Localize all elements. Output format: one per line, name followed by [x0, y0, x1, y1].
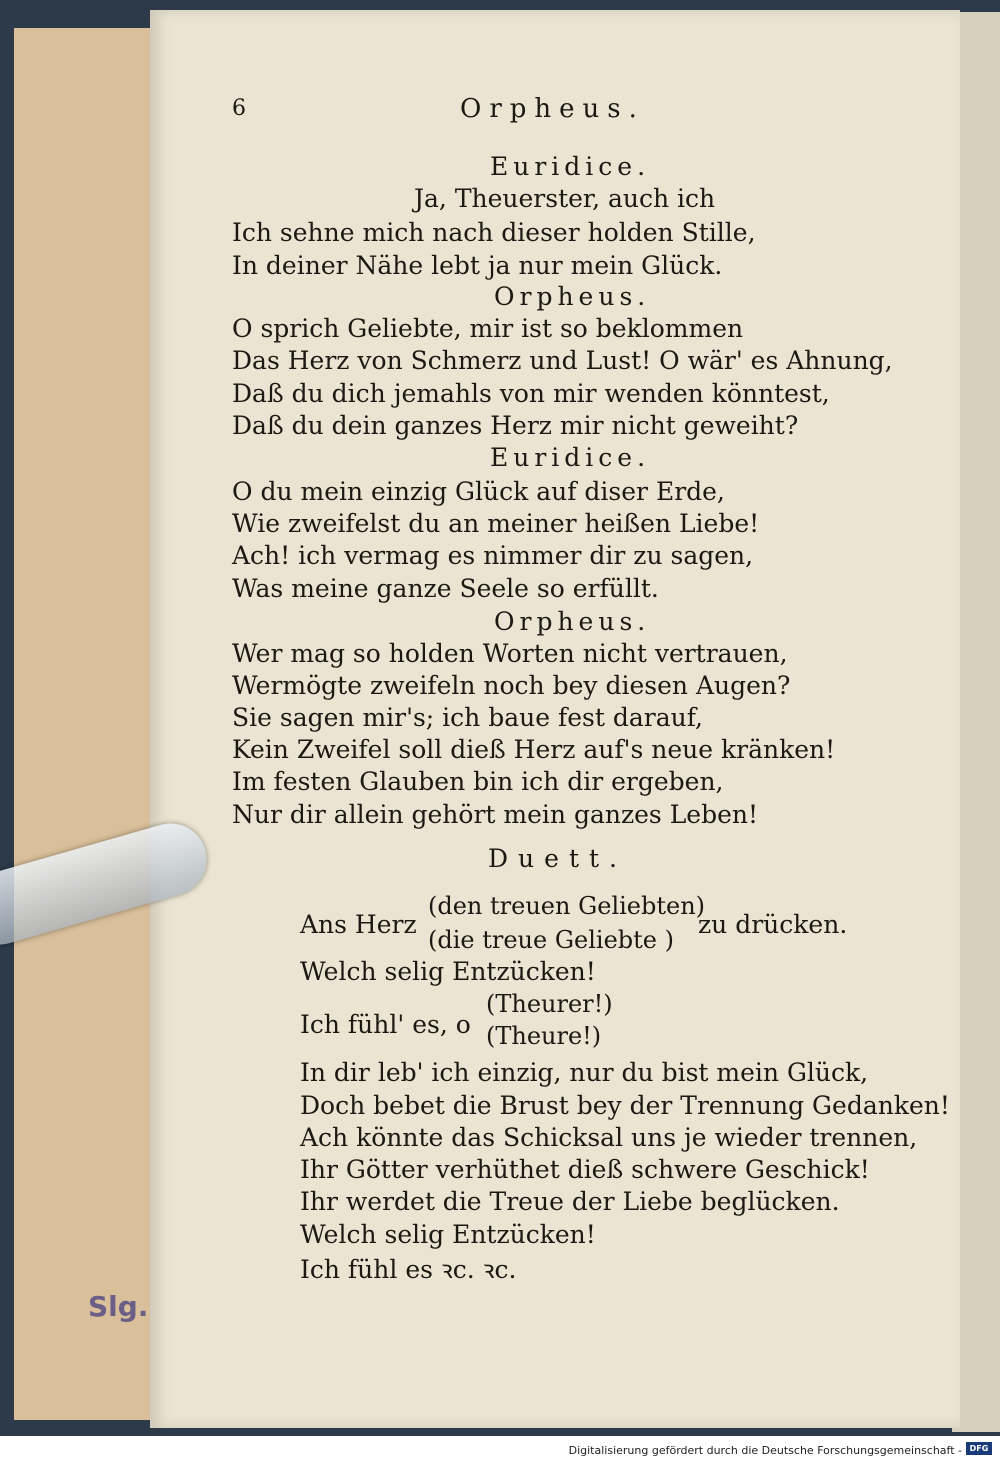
dfg-logo: DFG [966, 1442, 992, 1455]
verse-line: Ich sehne mich nach dieser holden Stille, [232, 218, 756, 247]
verse-line: O du mein einzig Glück auf diser Erde, [232, 477, 725, 506]
verse-line: Ans Herz [300, 910, 417, 939]
variant-text: (die treue Geliebte ) [428, 926, 674, 954]
verse-line: O sprich Geliebte, mir ist so beklommen [232, 314, 744, 343]
verse-line: Wermögte zweifeln noch bey diesen Augen? [232, 671, 791, 700]
variant-text: (Theure!) [486, 1022, 602, 1050]
variant-text: (den treuen Geliebten) [428, 892, 706, 920]
speaker-orpheus: Orpheus. [494, 282, 651, 311]
footer-credit: Digitalisierung gefördert durch die Deutsche Forschungsgemeinschaft - [568, 1444, 962, 1457]
running-title: Orpheus. [460, 94, 645, 124]
verse-line: In dir leb' ich einzig, nur du bist mein Glück, [300, 1058, 869, 1087]
verse-line: Ach! ich vermag es nimmer dir zu sagen, [232, 541, 754, 570]
verse-line: Ihr Götter verhüthet dieß schwere Geschick! [300, 1155, 870, 1184]
verse-line: Sie sagen mir's; ich baue fest darauf, [232, 703, 704, 732]
verse-line: Kein Zweifel soll dieß Herz auf's neue kränken! [232, 735, 836, 764]
verse-line: Im festen Glauben bin ich dir ergeben, [232, 767, 724, 796]
verse-line: Ihr werdet die Treue der Liebe beglücken. [300, 1187, 840, 1216]
underlying-page-edge [14, 28, 166, 1420]
footer-bar [0, 1436, 1000, 1462]
speaker-euridice: Euridice. [490, 152, 651, 181]
verse-line: In deiner Nähe lebt ja nur mein Glück. [232, 251, 723, 280]
verse-line: Daß du dich jemahls von mir wenden könntest, [232, 379, 830, 408]
verse-line: Ich fühl es ꝛc. ꝛc. [300, 1255, 517, 1284]
verse-line: Daß du dein ganzes Herz mir nicht geweiht? [232, 411, 799, 440]
verse-line: Ja, Theuerster, auch ich [414, 184, 716, 213]
verse-line: Das Herz von Schmerz und Lust! O wär' es Ahnung, [232, 346, 893, 375]
verse-line: Ich fühl' es, o [300, 1010, 471, 1039]
verse-line: zu drücken. [698, 910, 848, 939]
verse-line: Doch bebet die Brust bey der Trennung Gedanken! [300, 1091, 950, 1120]
verse-line: Was meine ganze Seele so erfüllt. [232, 574, 659, 603]
verse-line: Ach könnte das Schicksal uns je wieder trennen, [300, 1123, 918, 1152]
verse-line: Nur dir allein gehört mein ganzes Leben! [232, 800, 759, 829]
verse-line: Welch selig Entzücken! [300, 957, 596, 986]
verse-line: Wer mag so holden Worten nicht vertrauen, [232, 639, 788, 668]
speaker-euridice: Euridice. [490, 443, 651, 472]
speaker-orpheus: Orpheus. [494, 607, 651, 636]
page-number: 6 [232, 96, 246, 121]
variant-text: (Theurer!) [486, 990, 613, 1018]
verse-line: Welch selig Entzücken! [300, 1220, 596, 1249]
verse-line: Wie zweifelst du an meiner heißen Liebe! [232, 509, 760, 538]
duett-heading: Duett. [488, 844, 627, 873]
shelfmark-stamp: Slg. [88, 1290, 149, 1323]
